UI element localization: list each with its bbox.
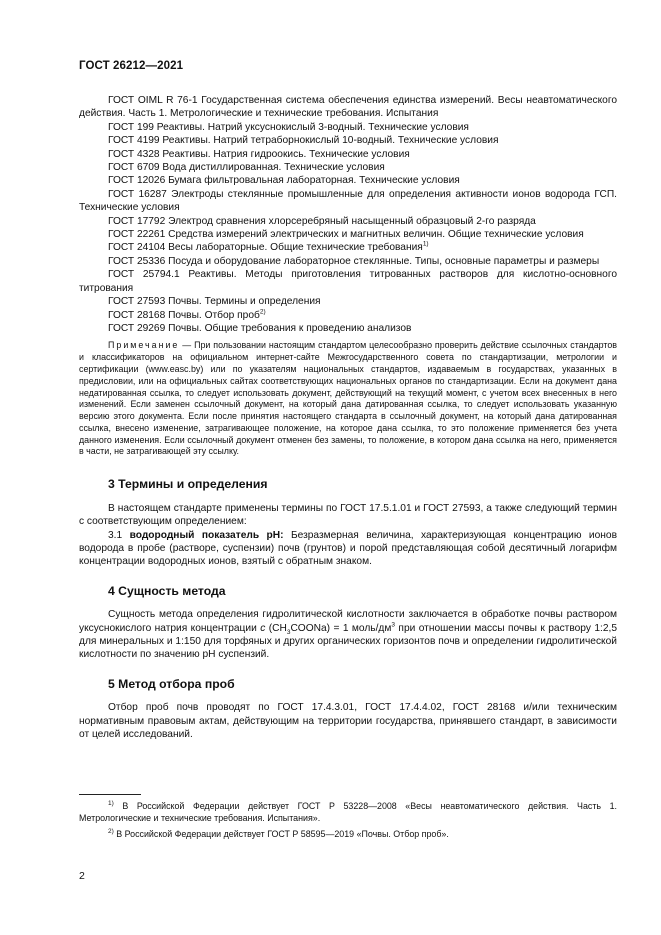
- footnote-marker: 1): [108, 800, 114, 808]
- standard-ref: ГОСТ 6709 Вода дистиллированная. Технические условия: [108, 162, 385, 174]
- note-label: Примечание: [108, 340, 180, 351]
- footnote-text: В Российской Федерации действует ГОСТ Р 53228—2008 «Весы неавтоматического действия. Часть 1. Метрологические и технические требования. Испытания».: [79, 801, 617, 824]
- standard-ref: ГОСТ OIML R 76-1 Государственная система обеспечения единства измерений. Весы неавтоматического действия. Часть 1. Метрологические и технические требования. Испытания: [79, 95, 617, 120]
- sampling-paragraph: Отбор проб почв проводят по ГОСТ 17.4.3.01, ГОСТ 17.4.4.02, ГОСТ 28168 и/или техническим нормативным правовым актам, действующим на территории государства, принявшего стандарт, в зависимости от целей исследований.: [79, 702, 617, 740]
- term-number: 3.1: [108, 529, 130, 541]
- standard-ref-gost-28168: [79, 309, 617, 322]
- note-paragraph: [79, 340, 617, 458]
- essence-text-start: Сущность метода определения гидролитической кислотности заключается в обработке почвы раствором уксуснокислого натрия концентрации: [79, 609, 617, 634]
- footnote-marker: 2): [108, 828, 114, 836]
- term-name: водородный показатель pH:: [129, 529, 284, 541]
- section-heading-sampling: 5 Метод отбора проб: [108, 676, 235, 691]
- terms-intro: В настоящем стандарте применены термины по ГОСТ 17.5.1.01 и ГОСТ 27593, а также следующий термин с соответствующим определением:: [79, 502, 617, 528]
- standards-list-a: [79, 94, 617, 241]
- essence-text-end: при отношении массы почвы к раствору 1:2,5 для минеральных и 1:150 для торфяных и других органических горизонтов почв и определении гидролитической кислотности по значению pH суспензий.: [79, 622, 618, 661]
- formula-part: (CH: [265, 622, 287, 634]
- essence-paragraph: [79, 608, 617, 662]
- page-body: [79, 94, 617, 741]
- standard-ref: ГОСТ 4199 Реактивы. Натрий тетраборнокислый 10-водный. Технические условия: [108, 135, 499, 147]
- standard-ref: ГОСТ 12026 Бумага фильтровальная лабораторная. Технические условия: [108, 175, 460, 187]
- standard-ref: ГОСТ 199 Реактивы. Натрий уксуснокислый 3-водный. Технические условия: [108, 121, 469, 133]
- term-text: Безразмерная величина, характеризующая концентрацию ионов водорода в пробе (растворе, суспензии) почв (грунтов) и порой представляющая собой десятичный логарифм концентрации водородных ионов, взятый с обратным знаком.: [79, 529, 617, 568]
- formula-subscript: 3: [286, 628, 291, 636]
- standards-list-b: [79, 255, 617, 309]
- section-heading-terms: 3 Термины и определения: [108, 477, 268, 492]
- standard-ref-gost-24104: [79, 241, 617, 254]
- term-definition: [79, 529, 617, 569]
- page-number: 2: [79, 870, 85, 882]
- standard-ref: ГОСТ 25794.1 Реактивы. Методы приготовления титрованных растворов для кислотно-основного титрования: [79, 269, 617, 294]
- footnote-2: [79, 828, 617, 840]
- standard-ref: ГОСТ 22261 Средства измерений электрических и магнитных величин. Общие технические условия: [108, 229, 584, 241]
- note-text: — При пользовании настоящим стандартом целесообразно проверить действие ссылочных стандартов и классификаторов на официальном интернет-сайте Межгосударственного совета по стандартизации, метрологии и сертификации (www.easc.by) или по указателям национальных стандартов, издаваемым в государствах, указанных в предисловии, или на официальных сайтах соответствующих национальных органов по стандартизации. Если на документ дана недатированная ссылка, то следует использовать документ, действующий на текущий момент, с учетом всех внесенных в него изменений. Если заменен ссылочный документ, на который дана датированная ссылка, то следует использовать указанную версию этого документа. Если после принятия настоящего стандарта в ссылочный документ, на который дана датированная ссылка, внесено изменение, затрагивающее положение, на которое дана ссылка, то это положение применяется без учета данного изменения. Если ссылочный документ отменен без замены, то положение, в котором дана ссылка на него, применяется в части, не затрагивающей эту ссылку.: [79, 340, 617, 457]
- document-header: ГОСТ 26212—2021: [79, 60, 184, 72]
- standard-ref-text: ГОСТ 24104 Весы лабораторные. Общие технические требования: [108, 242, 423, 254]
- footnote-marker: 2): [259, 308, 266, 316]
- standard-ref: ГОСТ 29269 Почвы. Общие требования к проведению анализов: [108, 322, 412, 334]
- standard-ref: ГОСТ 17792 Электрод сравнения хлорсеребряный насыщенный образцовый 2-го разряда: [108, 215, 536, 227]
- concentration-variable: c: [260, 622, 266, 634]
- standard-ref: ГОСТ 27593 Почвы. Термины и определения: [108, 296, 321, 308]
- standard-ref-text: ГОСТ 28168 Почвы. Отбор проб: [108, 309, 260, 321]
- footnote-marker: 1): [422, 241, 429, 249]
- footnote-text: В Российской Федерации действует ГОСТ Р 58595—2019 «Почвы. Отбор проб».: [113, 829, 449, 840]
- formula-superscript: 3: [391, 621, 396, 629]
- section-heading-essence: 4 Сущность метода: [108, 583, 226, 598]
- footnotes: [79, 800, 617, 845]
- standard-ref: ГОСТ 16287 Электроды стеклянные промышленные для определения активности ионов водорода ГСП. Технические условия: [79, 188, 617, 214]
- standard-ref: ГОСТ 4328 Реактивы. Натрия гидроокись. Технические условия: [108, 148, 410, 160]
- standard-ref: ГОСТ 25336 Посуда и оборудование лабораторное стеклянные. Типы, основные параметры и размеры: [108, 255, 600, 267]
- footnote-1: [79, 800, 617, 824]
- formula-part: COONa) = 1 моль/дм: [290, 622, 392, 634]
- footnote-divider: [79, 794, 141, 795]
